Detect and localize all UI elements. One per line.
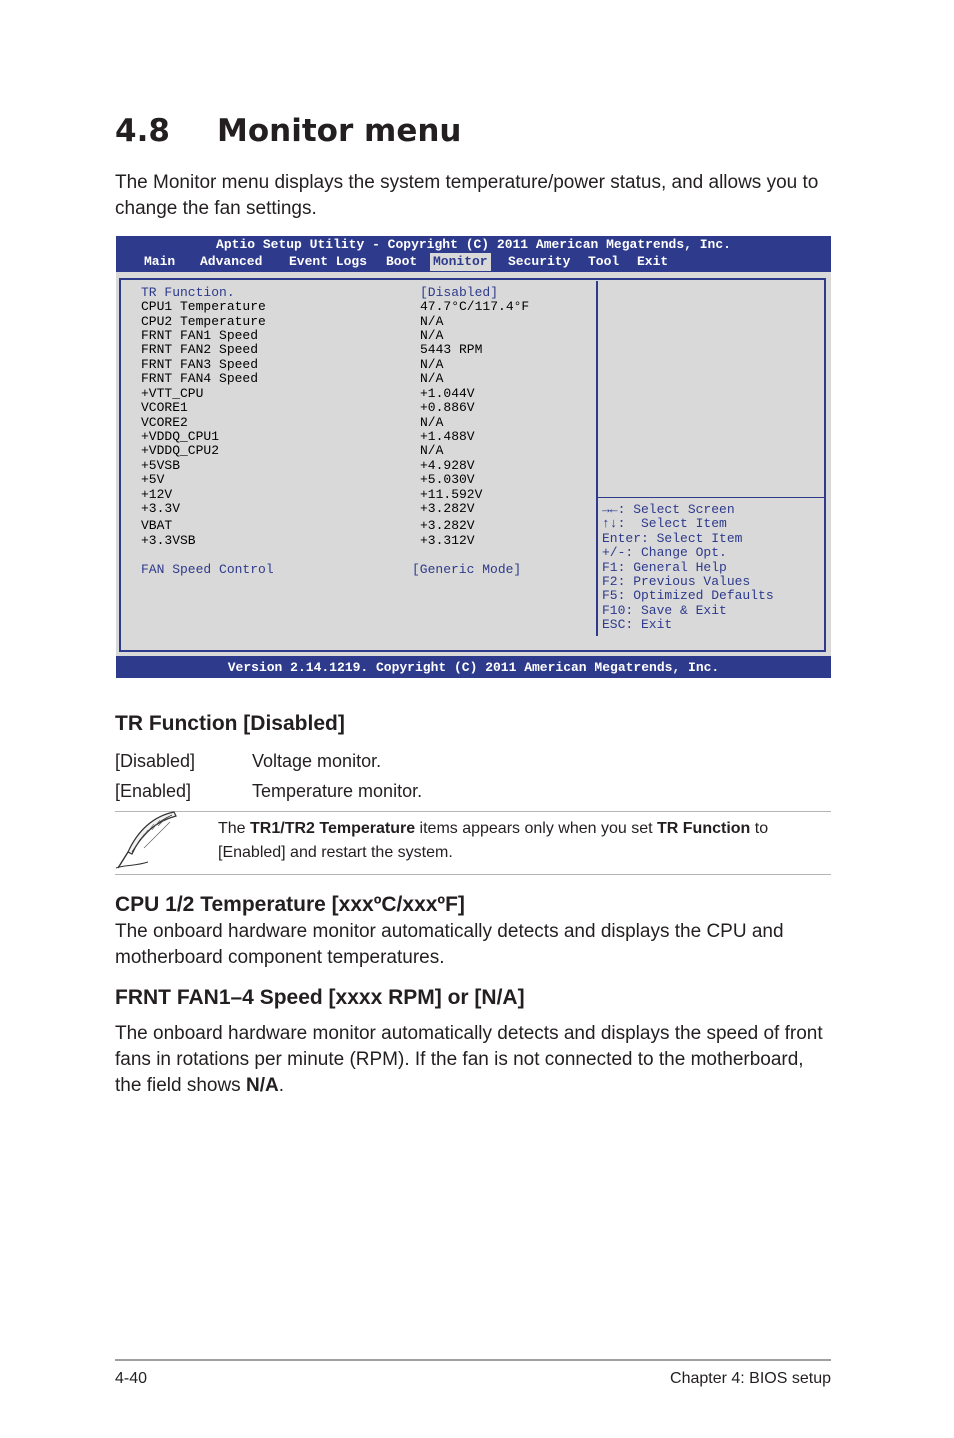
option-enabled-name: [Enabled] (115, 781, 192, 801)
bios-row-label: VCORE2 (141, 415, 188, 430)
intro-paragraph: The Monitor menu displays the system temperature/power status, and allows you to change the fan settings. (115, 172, 819, 219)
bios-row-label: +12V (141, 487, 173, 502)
bios-row-label: CPU2 Temperature (141, 314, 266, 329)
option-disabled-name: [Disabled] (115, 751, 196, 771)
bios-row-label: +VDDQ_CPU1 (141, 429, 220, 444)
bios-row-label[interactable]: TR Function. (141, 285, 235, 300)
help-line: F1: General Help (602, 560, 727, 575)
bios-row-value[interactable]: [Disabled] (420, 285, 499, 300)
note-text (218, 817, 830, 865)
bios-row-value: N/A (420, 357, 444, 372)
help-line: →←: Select Screen (602, 502, 735, 517)
tab-monitor[interactable]: Monitor (430, 253, 491, 271)
bios-panel-divider (596, 281, 598, 636)
bios-row-value: N/A (420, 415, 444, 430)
bios-row-value: +5.030V (420, 472, 475, 487)
help-line: ↑↓: Select Item (602, 516, 727, 531)
bios-row-value: +1.044V (420, 386, 475, 401)
feather-pen-icon (114, 808, 184, 872)
bios-row-label: FRNT FAN3 Speed (141, 357, 259, 372)
bios-row-label: +3.3VSB (141, 533, 196, 548)
bios-row-label: +5V (141, 472, 165, 487)
page-number: 4-40 (115, 1370, 148, 1387)
fan-speed-text (115, 1021, 835, 1099)
section-heading (115, 113, 462, 149)
bios-row-label: +VDDQ_CPU2 (141, 443, 220, 458)
bios-screenshot (116, 236, 831, 678)
note-bold-tr-temperature: TR1/TR2 Temperature (250, 820, 416, 837)
bios-row-value: 5443 RPM (420, 342, 483, 357)
tab-tool[interactable]: Tool (588, 254, 620, 269)
help-line: F2: Previous Values (602, 574, 751, 589)
tr-function-heading: TR Function [Disabled] (115, 712, 345, 735)
note-text-post: to [Enabled] and restart the system. (218, 820, 769, 861)
fan-speed-text-na: N/A (245, 1075, 279, 1096)
bios-row-value: +3.282V (420, 518, 475, 533)
bios-row-value: +11.592V (420, 487, 483, 502)
cpu-temperature-heading: CPU 1/2 Temperature [xxxºC/xxxºF] (115, 893, 465, 916)
bios-row-value: +4.928V (420, 458, 475, 473)
bios-row-label: FRNT FAN4 Speed (141, 371, 259, 386)
fan-speed-text-main: The onboard hardware monitor automatically detects and displays the speed of front fans in rotations per minute (RPM). If the fan is not connected to the motherboard, the field shows (115, 1023, 823, 1096)
help-line: Enter: Select Item (602, 531, 743, 546)
help-line: ESC: Exit (602, 617, 673, 632)
option-disabled-desc: Voltage monitor. (252, 751, 382, 771)
tab-main[interactable]: Main (144, 254, 176, 269)
cpu-temperature-text: The onboard hardware monitor automatically detects and displays the CPU and motherboard component temperatures. (115, 921, 784, 968)
section-title: Monitor menu (217, 113, 462, 149)
bios-version: Version 2.14.1219. Copyright (C) 2011 American Megatrends, Inc. (227, 660, 720, 675)
bios-row-label: VBAT (141, 518, 173, 533)
bios-row-value: 47.7°C/117.4°F (420, 299, 530, 314)
bios-row-label: +5VSB (141, 458, 181, 473)
bios-help-divider (596, 497, 826, 498)
tab-boot[interactable]: Boot (386, 254, 418, 269)
bios-row-value: N/A (420, 443, 444, 458)
footer-rule (115, 1359, 831, 1361)
tab-security[interactable]: Security (508, 254, 571, 269)
help-line: F5: Optimized Defaults (602, 588, 774, 603)
note-bold-tr-function: TR Function (657, 820, 751, 837)
tab-event-logs[interactable]: Event Logs (289, 254, 368, 269)
bios-row-label: CPU1 Temperature (141, 299, 266, 314)
note-rule-bottom (115, 874, 831, 875)
bios-row-value: +1.488V (420, 429, 475, 444)
note-text-mid: items appears only when you set (415, 820, 657, 837)
bios-row-value: +3.312V (420, 533, 475, 548)
tab-exit[interactable]: Exit (637, 254, 669, 269)
bios-row-value: N/A (420, 314, 444, 329)
note-text-pre: The (218, 820, 251, 837)
fan-speed-text-end: . (278, 1075, 284, 1096)
bios-row-label: FRNT FAN2 Speed (141, 342, 259, 357)
bios-row-value: +0.886V (420, 400, 475, 415)
fan-speed-heading: FRNT FAN1–4 Speed [xxxx RPM] or [N/A] (115, 986, 525, 1009)
chapter-label: Chapter 4: BIOS setup (670, 1370, 831, 1387)
bios-row-value: N/A (420, 371, 444, 386)
tab-advanced[interactable]: Advanced (200, 254, 263, 269)
bios-row-label: VCORE1 (141, 400, 188, 415)
bios-row-label: +VTT_CPU (141, 386, 204, 401)
bios-row-value: N/A (420, 328, 444, 343)
option-enabled-desc: Temperature monitor. (252, 781, 423, 801)
help-line: F10: Save & Exit (602, 603, 727, 618)
fan-speed-control-value[interactable]: [Generic Mode] (412, 562, 522, 577)
bios-row-label: FRNT FAN1 Speed (141, 328, 259, 343)
fan-speed-control-label[interactable]: FAN Speed Control (141, 562, 274, 577)
help-line: +/-: Change Opt. (602, 545, 727, 560)
bios-row-value: +3.282V (420, 501, 475, 516)
bios-row-label: +3.3V (141, 501, 181, 516)
section-number: 4.8 (115, 113, 170, 149)
note-rule-top (115, 811, 831, 812)
bios-title: Aptio Setup Utility - Copyright (C) 2011 American Megatrends, Inc. (216, 237, 731, 252)
